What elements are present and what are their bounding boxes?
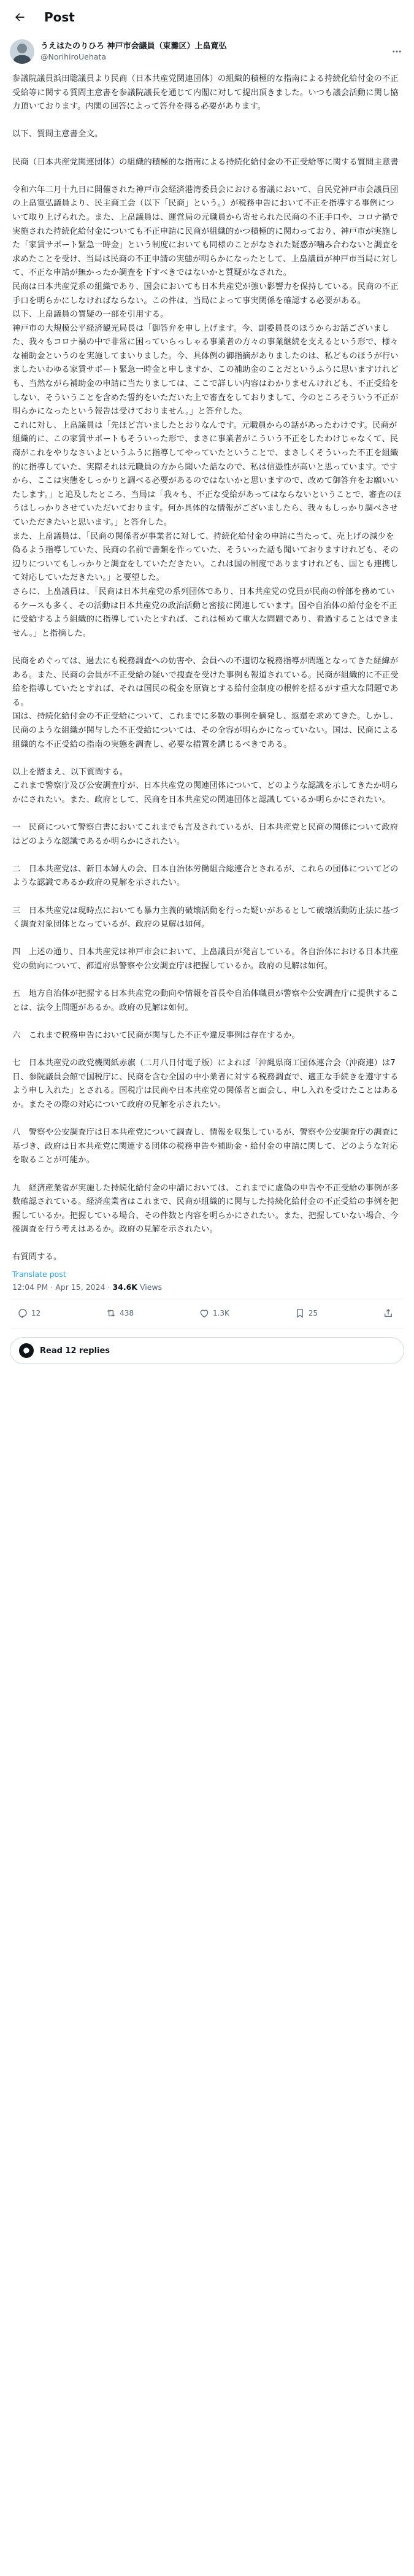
post-paragraph: 四 上述の通り、日本共産党は神戸市会において、上畠議員が発言している。各自治体における日本共産党の動向について、都道府県警察や公安調査庁は把握しているか。政府の見解は如何。 bbox=[12, 947, 399, 971]
bookmark-icon bbox=[294, 1308, 305, 1319]
post-paragraph: 民商をめぐっては、過去にも税務調査への妨害や、会員への不適切な税務指導が問題となってきた経緯がある。また、民商の会員が不正受給の疑いで捜査を受けた事例も報道されている。民商が組織的に不正受給を指導していたとすれば、それは国民の税金を原資とする給付金制度の根幹を揺るがす重大な問題である。 bbox=[12, 656, 399, 708]
post-paragraph: 九 経済産業省が実施した持続化給付金の申請においては、これまでに虚偽の申告や不正受給の事例が多数確認されている。経済産業省はこれまで、民商が組織的に関与した持続化給付金の不正受給の事例を把握しているか。把握している場合、その件数と内容を明らかにされたい。また、把握していない場合、今後調査を行う考えはあるか。政府の見解を示されたい。 bbox=[12, 1183, 399, 1235]
action-bar bbox=[0, 1298, 414, 1328]
post-paragraph: 七 日本共産党の政党機関紙赤旗（二月八日付電子版）によれば「沖縄県商工団体連合会（沖商連）は7日、参院議員会館で国税庁に、民商を含む全国の中小業者に対する税務調査で、適正な手続きを遵守するよう申し入れた」とされる。国税庁は民商や日本共産党の関係者と面会し、申し入れを受けたことはあるか。またその際の対応について政府の見解を示されたい。 bbox=[12, 1059, 399, 1109]
post-paragraph: 令和六年二月十九日に開催された神戸市会経済港湾委員会における審議において、自民党神戸市会議員団の上畠寛弘議員より、民主商工会（以下「民商」という。）が税務申告において不正を指導する事例について取り上げられた。また、上畠議員は、運営局の元職員から寄せられた民商の不正手口や、コロナ禍で実施された持続化給付金についても不正申請に民商が組織的かつ積極的に関わっており、神戸市が実施した「家賃サポート緊急一時金」という制度においても同様のことがなされた疑惑が噛み合わないと調査を求めたことを受け、当局は民商の不正申請の実態が明らかになったとして、上畠議員が神戸市当局に対して、不正な申請が無かったか調査を下すべきではないかと質疑がなされた。 bbox=[12, 185, 399, 278]
post-paragraph: 以下、質問主意書全文。 bbox=[12, 129, 103, 139]
repost-icon bbox=[105, 1308, 117, 1319]
author-info bbox=[40, 41, 389, 62]
post-paragraph: 以下、上畠議員の質疑の一部を引用する。 bbox=[12, 310, 169, 320]
bookmark-count: 25 bbox=[308, 1309, 318, 1318]
post-paragraph: 参議院議員浜田聡議員より民商（日本共産党関連団体）の組織的積極的な指南による持続化給付金の不正受給等に関する質問主意書を参議院議長を通じて内閣に対して提出頂きました。いつも議会活動に関し協力頂いております。内閣の回答によって答弁を得る必要があります。 bbox=[12, 74, 399, 112]
post-paragraph: 以上を踏まえ、以下質問する。 bbox=[12, 767, 128, 777]
chat-bubble-icon bbox=[19, 1343, 34, 1358]
repost-button[interactable] bbox=[105, 1308, 134, 1319]
post-paragraph: これに対し、上畠議員は「先ほど言いましたとおりなんです。元職員からの話があったわけです。民商が組織的に、この家賃サポートもそういった形で、まさに事業者がこういう不正をしたわけじゃなくて、民商がこれをやりなさいよというふうに指導してやっていたということで、まさしくそういった不正を組織的に指導していた、実際それは元職員の方から聞いた話なので、私は信憑性が高いと思っています。ですから、ここは実態をしっかりと調べる必要があるのではないかと思いますので、改めて御答弁をお願いいたします。」と追及したところ、当局は「我々も、不正な受給があってはならないということで、審査のほうはしっかりさせていただいております。何か具体的な情報がございましたら、我々もしっかり調べさせていただきたいと思います。」と答弁した。 bbox=[12, 420, 402, 527]
views-label: Views bbox=[139, 1282, 163, 1292]
reply-count: 12 bbox=[31, 1309, 41, 1318]
post-paragraph: 右質問する。 bbox=[12, 1252, 62, 1262]
post-paragraph: 国は、持続化給付金の不正受給について、これまでに多数の事例を摘発し、返還を求めてきた。しかし、民商のような組織が関与した不正受給については、その全容が明らかになっていない。国は、民商による組織的な不正受給の指南の実態を調査し、必要な措置を講じるべきである。 bbox=[12, 712, 399, 749]
post-text bbox=[0, 66, 414, 1265]
read-replies-button[interactable] bbox=[10, 1337, 404, 1364]
author-row bbox=[0, 34, 414, 66]
post-paragraph: 八 警察や公安調査庁は日本共産党について調査し、情報を収集しているが、警察や公安調査庁の調査に基づき、政府は日本共産党に関連する団体の税務申告や補助金・給付金の申請に関して、どのような対応を取ることが可能か。 bbox=[12, 1128, 399, 1165]
author-handle[interactable]: @NorihiroUehata bbox=[40, 52, 107, 61]
post-paragraph: 神戸市の大規模公平経済観光局長は「御答弁を申し上げます。今、副委員長のほうからお話ございました、我々もコロナ禍の中で非常に困っていらっしゃる事業者の方々の事業継続を支えるという形で、様々な補助金というのを実施してまいりました。今、具体例の御指摘がありましたのは、私どものほうが行いましたいわゆる家賃サポート緊急一時金と申しますか、この補助金のことだというふうに思いますけれども、当然ながら補助金の申請に当たりましては、ここで詳しい内容はわかりませんけれども、不正受給をしない、そういうことを含めた誓約をいただいた上で審査をしておりまして、今のところそういう不正が明らかになったという報告は受けておりません。」と答弁した。 bbox=[12, 323, 399, 417]
author-display-name[interactable]: うえはたのりひろ 神戸市会議員（東灘区）上畠寛弘 bbox=[40, 42, 227, 51]
reply-icon bbox=[17, 1308, 28, 1319]
views-count: 34.6K bbox=[112, 1282, 137, 1292]
share-button[interactable] bbox=[383, 1308, 397, 1319]
post-meta: 12:04 PM · Apr 15, 2024 · 34.6K Views bbox=[12, 1282, 163, 1292]
like-count: 1.3K bbox=[212, 1309, 229, 1318]
avatar[interactable] bbox=[10, 39, 34, 64]
post-paragraph: 六 これまで税務申告において民商が関与した不正や違反事例は存在するか。 bbox=[12, 1030, 300, 1040]
post-timestamp[interactable]: 12:04 PM · Apr 15, 2024 bbox=[12, 1282, 105, 1292]
post-paragraph: 五 地方自治体が把握する日本共産党の動向や情報を首長や自治体職員が警察や公安調査庁に提供することは、法令上問題があるか。政府の見解は如何。 bbox=[12, 989, 399, 1012]
heart-icon bbox=[199, 1308, 210, 1319]
more-options-icon[interactable] bbox=[389, 44, 404, 59]
share-icon bbox=[383, 1308, 394, 1319]
post-paragraph: 民商（日本共産党関連団体）の組織的積極的な指南による持続化給付金の不正受給等に関する質問主意書 bbox=[12, 157, 399, 167]
bookmark-button[interactable] bbox=[294, 1308, 318, 1319]
read-replies-label: Read 12 replies bbox=[40, 1346, 110, 1355]
back-arrow-icon[interactable] bbox=[10, 7, 29, 27]
top-bar bbox=[0, 0, 414, 34]
repost-count: 438 bbox=[120, 1309, 134, 1318]
reply-button[interactable] bbox=[17, 1308, 40, 1319]
post-paragraph: 二 日本共産党は、新日本婦人の会、日本自治体労働組合総連合とされるが、これらの団体についてどのような認識であるか政府の見解を示されたい。 bbox=[12, 864, 399, 888]
page-title: Post bbox=[44, 10, 75, 25]
post-paragraph: また、上畠議員は、「民商の関係者が事業者に対して、持続化給付金の申請に当たって、売上げの減少を偽るよう指導していた、民商の名前で書類を作っていた、そういった話も聞いておりますけれども、その辺りについてもしっかりと調査をしていただきたい。これは国の制度でありますけれども、国とも連携して対応していただきたい。」と要望した。 bbox=[12, 531, 399, 583]
translate-post-link[interactable]: Translate post bbox=[12, 1270, 66, 1279]
post-paragraph: 一 民商について警察白書においてこれまでも言及されているが、日本共産党と民商の関係について政府はどのような認識であるか明らかにされたい。 bbox=[12, 823, 399, 846]
post-paragraph: これまで警察庁及び公安調査庁が、日本共産党の関連団体について、どのような認識を示してきたか明らかにされたい。また、政府として、民商を日本共産党の関連団体と認識しているか明らかにされたい。 bbox=[12, 781, 399, 804]
post-paragraph: 民商は日本共産党系の組織であり、国会においても日本共産党が強い影響力を保持している。民商の不正手口を明らかにしなければならない。この件は、当局によって事実関係を確認する必要がある。 bbox=[12, 282, 399, 306]
like-button[interactable] bbox=[199, 1308, 229, 1319]
post-paragraph: 三 日本共産党は現時点においても暴力主義的破壊活動を行った疑いがあるとして破壊活動防止法に基づく調査対象団体となっているが、政府の見解は如何。 bbox=[12, 906, 399, 930]
post-paragraph: さらに、上畠議員は、「民商は日本共産党の系列団体であり、日本共産党の党員が民商の幹部を務めているケースも多く、その活動は日本共産党の政治活動と密接に関連しています。国や自治体の給付金を不正に受給するよう組織的に指導していたとすれば、これは極めて重大な問題であり、看過することはできません。」と指摘した。 bbox=[12, 587, 399, 638]
